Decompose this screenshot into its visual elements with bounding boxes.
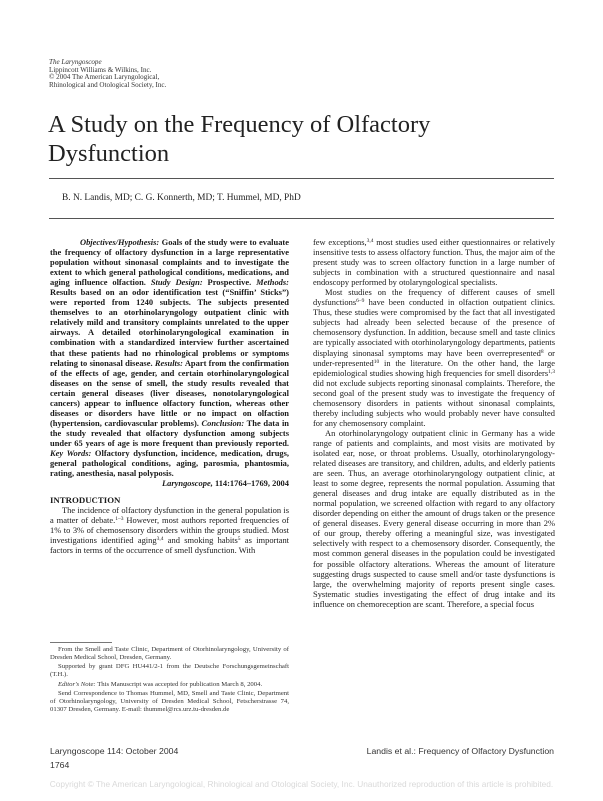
abstract-results-text: Apart from the confirmation of the effects of age, gender, and certain otorhinolaryngological diseases on the sense of smell, the study results revealed that certain general diseases (liver diseases, nonotolaryngological cancers) appear to influence olfactory function, whereas other diseases or disorders have little or no impact on olfaction (hypertension, cardiovascular problems).	[50, 357, 289, 428]
right-text: Most studies on the frequency of different causes of smell dysfunctions	[313, 287, 555, 308]
footer-journal: Laryngoscope 114: October 2004	[50, 746, 179, 756]
footnote-affiliation: From the Smell and Taste Clinic, Department of Otorhinolaryngology, University of Dresden Medical School, Dresden, Germany.	[50, 646, 289, 661]
footnote-correspondence: Send Correspondence to Thomas Hummel, MD, Smell and Taste Clinic, Department of Otorhinolaryngology, University of Dresden Medical School, Fetscherstrasse 74, 01307 Dresden, Germany. E-mail: thummel@rcs.urz.tu-dresden.de	[50, 690, 289, 713]
citation	[50, 478, 289, 488]
reference-superscript: 1,3	[548, 368, 555, 375]
reference-superscript: 10	[373, 358, 380, 365]
article-title	[48, 110, 568, 168]
reference-superscript: 6–9	[356, 298, 365, 305]
copyright-line-2: Rhinological and Otological Society, Inc.	[49, 80, 167, 89]
abstract-objectives-label: Objectives/Hypothesis:	[80, 237, 160, 247]
journal-header	[49, 59, 166, 89]
title-rule-bottom	[49, 218, 554, 219]
abstract-keywords-text: Olfactory dysfunction, incidence, medication, drugs, general pathological conditions, aging, parosmia, phantosmia, rating, anesthesia, nasal polyposis.	[50, 447, 290, 479]
right-text: few exceptions,	[313, 237, 367, 247]
abstract-conclusion-text: The data in the study revealed that olfactory dysfunction among subjects under 65 years of age is more frequent than previously reported.	[50, 417, 289, 448]
title-rule-top	[49, 178, 554, 179]
left-column	[50, 237, 289, 555]
right-column	[313, 237, 555, 609]
right-paragraph-1	[313, 287, 555, 428]
right-text: most studies used either questionnaires or relatively insensitive tests to assess olfactory function. Thus, the major aim of the present study was to screen olfactory function in a large number of subjects in combination with a structured questionnaire and nasal endoscopy performed by otolaryngological specialists.	[313, 237, 555, 288]
abstract-objectives-text: Goals of the study were to evaluate the frequency of olfactory dysfunction in a large representative population without sinonasal complaints and to investigate the extent to which general pathological conditions, medications, and aging influence olfaction.	[50, 237, 289, 288]
abstract-methods-label: Methods:	[256, 277, 289, 288]
abstract-design-label: Study Design:	[150, 277, 203, 288]
article-title-line-1: A Study on the Frequency of Olfactory	[48, 111, 431, 138]
editors-note-label: Editor's Note:	[58, 680, 96, 688]
journal-name: The Laryngoscope	[49, 58, 102, 66]
citation-ref: 114:1764–1769, 2004	[212, 478, 289, 489]
right-text: or under-represented	[313, 347, 555, 368]
reference-superscript: 3,4	[366, 238, 374, 244]
right-paragraph-0	[313, 237, 555, 287]
intro-paragraph	[50, 505, 289, 555]
right-text: did not exclude subjects reporting sinonasal complaints. Therefore, the second goal of the present study was to investigate the frequency of chemosensory disorders in patients without sinonasal complaints, thereby including subjects who would probably never have consulted for any chemosensory complaint.	[313, 377, 555, 428]
reference-superscript: 5	[237, 536, 241, 543]
abstract-keywords-label: Key Words:	[50, 447, 92, 458]
footnote-rule	[50, 642, 112, 643]
page-number: 1764	[50, 760, 70, 770]
abstract	[50, 237, 289, 478]
running-head: Landis et al.: Frequency of Olfactory Dysfunction	[366, 746, 554, 756]
footnote-editors-note	[50, 681, 289, 689]
article-title-line-2: Dysfunction	[48, 140, 170, 167]
copyright-line-1: © 2004 The American Laryngological,	[49, 73, 160, 82]
reference-superscript: 8	[540, 348, 544, 355]
abstract-results-label: Results:	[154, 357, 183, 368]
section-heading-introduction: INTRODUCTION	[50, 495, 121, 506]
reference-superscript: 1–3	[115, 516, 124, 523]
citation-journal: Laryngoscope,	[161, 478, 213, 489]
footnote-funding: Supported by grant DFG HU441/2-1 from the Deutsche Forschungsgemeinschaft (T.H.).	[50, 663, 289, 679]
intro-text-3: and smoking habits	[163, 535, 238, 546]
reference-superscript: 3,4	[156, 536, 164, 543]
abstract-methods-text: Results based on an odor identification test (“Sniffin’ Sticks”) were reported from 1240 subjects. The subjects presented themselves to an otorhinolaryngology outpatient clinic with relatively mild and transitory complaints unrelated to the upper airways. A detailed otorhinolaryngological examination in combination with a standardized interview further ascertained that these patients had no rhinological problems or symptoms relating to sinonasal disease.	[50, 287, 289, 368]
intro-text-1: The incidence of olfactory dysfunction in the general population is a matter of debate.	[50, 505, 289, 526]
right-paragraph-2: An otorhinolaryngology outpatient clinic in Germany has a wide range of patients and complaints, and most visits are motivated by isolated ear, nose, or throat problems. Usually, otorhinolaryngology-related diseases are transitory, and children, adults, and elderly patients are seen. Thus, an average otorhinolaryngology outpatient clinic, at least to some degree, represents the normal population. Assuming that general diseases and drug intake are equally distributed as in the normal population, we screened olfaction with regard to any olfactory disorder depending on either the amount of drugs taken or the presence of general diseases. Every general disease occurring in more than 2% of our group, thereby offering a meaningful size, was investigated selectively with respect to a chemosensory disorder. Consequently, the most common general diseases in the population could be investigated for possible olfactory alterations. Whereas the amount of literature suggesting drugs suspected to cause smell and/or taste dysfunctions is large, the overwhelming majority of reports present single cases. Systematic studies investigating the effect of drug intake and its influence on chemoreception are scant. Therefore, a special focus	[313, 427, 555, 609]
editors-note-text: This Manuscript was accepted for publication March 8, 2004.	[95, 680, 263, 688]
right-text: in the literature. On the other hand, the large epidemiological studies showing high frequencies for smell disorders	[313, 357, 555, 378]
intro-text-4: as important factors in terms of the occurrence of smell dysfunction. With	[50, 535, 290, 556]
publisher: Lippincott Williams & Wilkins, Inc.	[49, 65, 152, 74]
abstract-design-text: Prospective.	[202, 277, 257, 288]
authors: B. N. Landis, MD; C. G. Konnerth, MD; T. Hummel, MD, PhD	[62, 193, 301, 203]
intro-text-2: However, most authors reported frequencies of 1% to 3% of chemosensory disorders within the groups studied. Most investigations identified aging	[50, 515, 290, 546]
right-text: have been conducted in olfaction outpatient clinics. Thus, these studies were compromised by the fact that all investigated subjects had already been selected because of the presence of chemosensory dysfunction. In addition, because smell and taste clinics are typically associated with otorhinolaryngology departments, patients displaying sinonasal symptoms may have been overrepresented	[313, 297, 555, 358]
footnotes	[50, 646, 289, 715]
abstract-conclusion-label: Conclusion:	[201, 417, 245, 428]
copyright-watermark: Copyright © The American Laryngological, Rhinological and Otological Society, Inc. Unauthorized reproduction of this article is prohibited.	[49, 779, 554, 789]
